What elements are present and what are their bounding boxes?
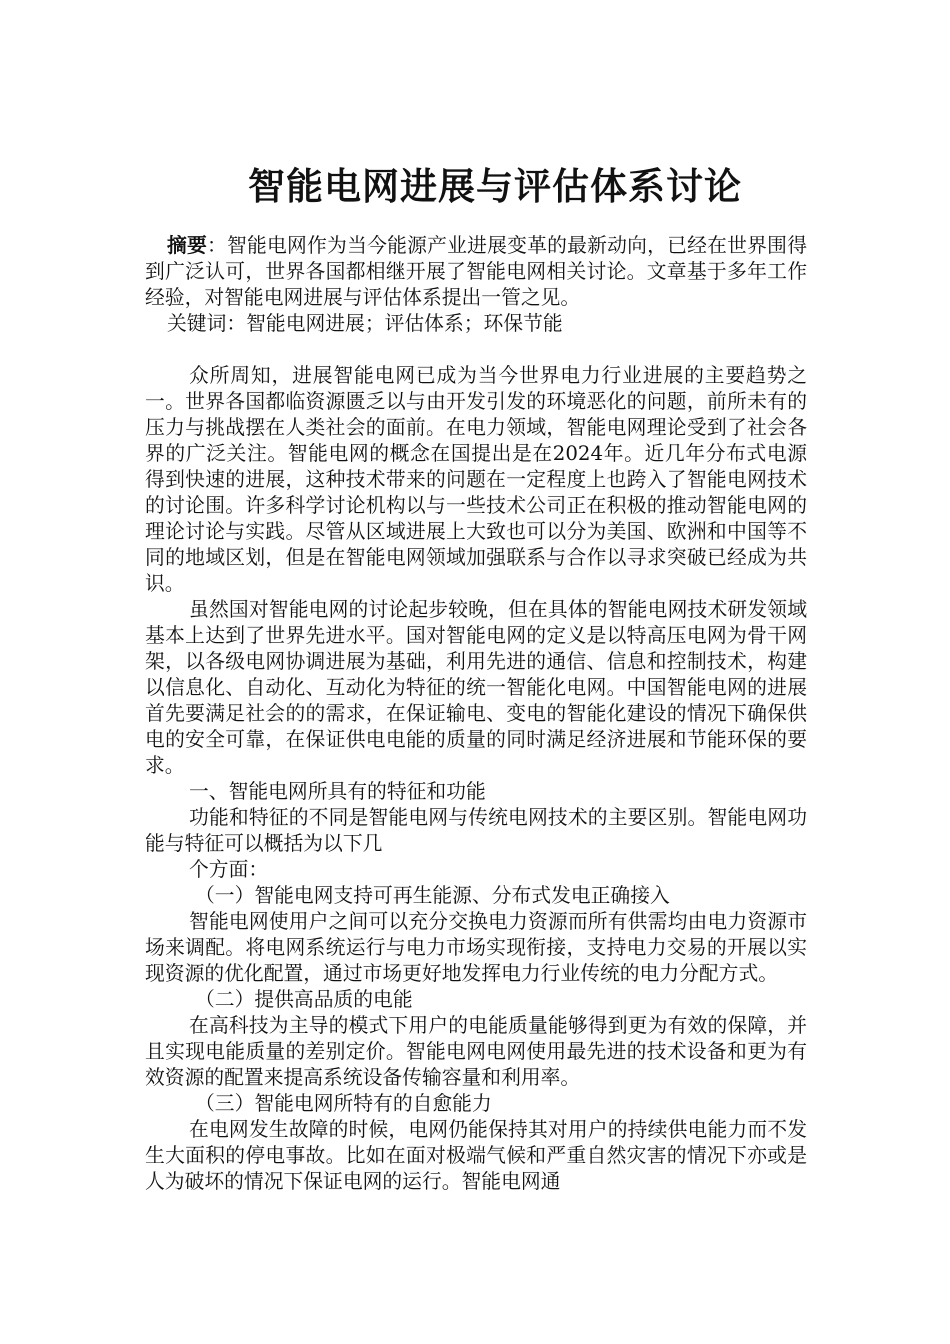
abstract-colon: ：: [207, 234, 228, 257]
subheading-1: （一）智能电网支持可再生能源、分布式发电正确接入: [195, 884, 670, 907]
section-heading-1: 一、智能电网所具有的特征和功能: [189, 780, 486, 803]
abstract-text: 智能电网作为当今能源产业进展变革的最新动向，已经在世界围得到广泛认可，世界各国都相继开展了智能电网相关讨论。文章基于多年工作经验，对智能电网进展与评估体系提出一管之见。: [145, 234, 807, 309]
abstract: [145, 232, 807, 311]
paragraph-1: 众所周知，进展智能电网已成为当今世界电力行业进展的主要趋势之一。世界各国都临资源匮乏以与由开发引发的环境恶化的问题，前所未有的压力与挑战摆在人类社会的面前。在电力领域，智能电网理论受到了社会各界的广泛关注。智能电网的概念在国提出是在2024年。近几年分布式电源得到快速的进展，这种技术带来的问题在一定程度上也跨入了智能电网技术的讨论围。许多科学讨论机构以与一些技术公司正在积极的推动智能电网的理论讨论与实践。尽管从区域进展上大致也可以分为美国、欧洲和中国等不同的地域区划，但是在智能电网领域加强联系与合作以寻求突破已经成为共识。: [145, 364, 807, 595]
subheading-3: （三）智能电网所特有的自愈能力: [195, 1092, 492, 1115]
paragraph-3-continuation: 个方面：: [189, 858, 269, 881]
paragraph-4: 智能电网使用户之间可以充分交换电力资源而所有供需均由电力资源市场来调配。将电网系统运行与电力市场实现衔接，支持电力交易的开展以实现资源的优化配置，通过市场更好地发挥电力行业传统的电力分配方式。: [145, 910, 807, 985]
keywords: 关键词：智能电网进展；评估体系；环保节能: [167, 312, 563, 335]
subheading-2: （二）提供高品质的电能: [195, 988, 413, 1011]
paragraph-6: 在电网发生故障的时候，电网仍能保持其对用户的持续供电能力而不发生大面积的停电事故。比如在面对极端气候和严重自然灾害的情况下亦或是人为破坏的情况下保证电网的运行。智能电网通: [145, 1118, 807, 1193]
paragraph-5: 在高科技为主导的模式下用户的电能质量能够得到更为有效的保障，并且实现电能质量的差别定价。智能电网电网使用最先进的技术设备和更为有效资源的配置来提高系统设备传输容量和利用率。: [145, 1014, 807, 1089]
paragraph-3: 功能和特征的不同是智能电网与传统电网技术的主要区别。智能电网功能与特征可以概括为以下几: [145, 806, 807, 855]
abstract-label: 摘要: [167, 233, 208, 257]
document-title: 智能电网进展与评估体系讨论: [248, 164, 742, 208]
section-spacer: [145, 337, 807, 363]
document-body: [145, 232, 807, 1195]
paragraph-2: 虽然国对智能电网的讨论起步较晚，但在具体的智能电网技术研发领域基本上达到了世界先进水平。国对智能电网的定义是以特高压电网为骨干网架，以各级电网协调进展为基础，利用先进的通信、信息和控制技术，构建以信息化、自动化、互动化为特征的统一智能化电网。中国智能电网的进展首先要满足社会的的需求，在保证输电、变电的智能化建设的情况下确保供电的安全可靠，在保证供电电能的质量的同时满足经济进展和节能环保的要求。: [145, 598, 807, 777]
